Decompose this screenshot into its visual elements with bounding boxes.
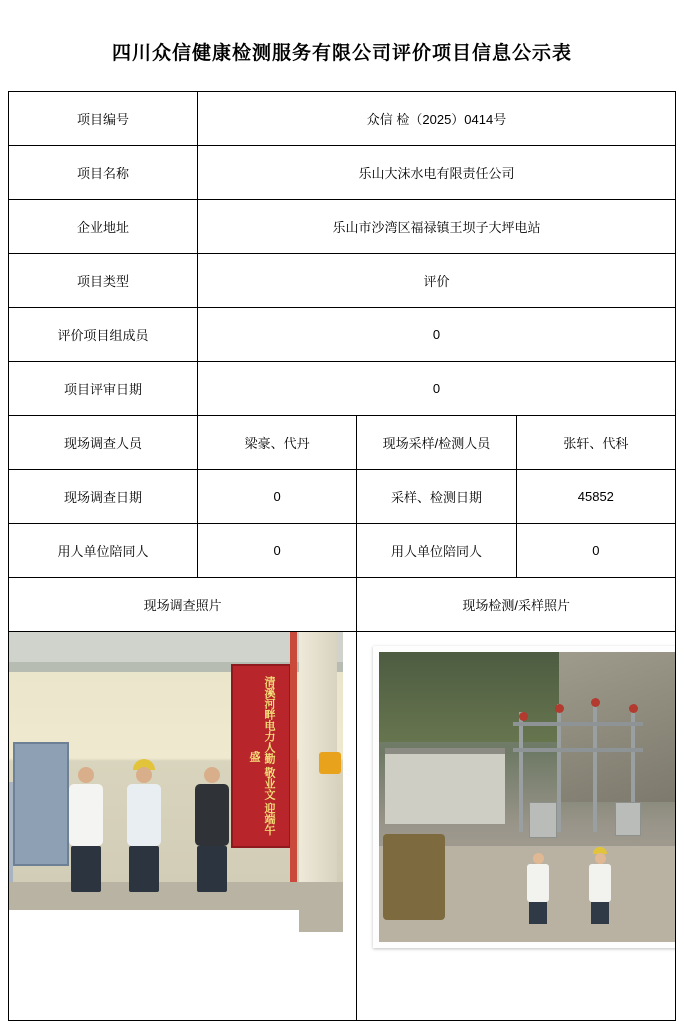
table-row <box>9 92 676 146</box>
photo-right-cell <box>357 632 676 1021</box>
rock-cliff <box>559 652 675 802</box>
equipment-cabinet <box>615 802 641 836</box>
worker-head <box>595 853 606 864</box>
storage-tank <box>383 834 445 920</box>
sampling-photo-frame <box>373 646 675 948</box>
person-legs <box>129 846 159 892</box>
project-no-label: 项目编号 <box>9 92 198 146</box>
person-body <box>195 784 229 846</box>
table-row <box>9 308 676 362</box>
table-row <box>9 470 676 524</box>
table-row-photo-headers <box>9 578 676 632</box>
table-row <box>9 524 676 578</box>
worker-with-helmet <box>589 847 611 924</box>
type-value: 评价 <box>198 254 676 308</box>
accompany-left-value: 0 <box>198 524 357 578</box>
accompany-left-label: 用人单位陪同人 <box>9 524 198 578</box>
survey-date-label: 现场调查日期 <box>9 470 198 524</box>
person-right <box>195 767 229 892</box>
review-date-value: 0 <box>198 362 676 416</box>
photo-left-header: 现场调查照片 <box>9 578 357 632</box>
project-info-table <box>8 91 676 1021</box>
equipment-cabinet <box>529 802 557 838</box>
table-row-photos <box>9 632 676 1021</box>
worker-head <box>533 853 544 864</box>
warning-sign-icon <box>319 752 341 774</box>
project-name-label: 项目名称 <box>9 146 198 200</box>
sampling-date-value: 45852 <box>516 470 675 524</box>
table-row <box>9 254 676 308</box>
worker-legs <box>529 902 547 924</box>
table-row <box>9 200 676 254</box>
address-label: 企业地址 <box>9 200 198 254</box>
sampling-staff-label: 现场采样/检测人员 <box>357 416 516 470</box>
red-banner <box>231 664 291 848</box>
sampling-photo-image <box>379 652 675 942</box>
type-label: 项目类型 <box>9 254 198 308</box>
person-body <box>127 784 161 846</box>
wall-panel <box>9 782 13 892</box>
cross-arm <box>513 722 643 726</box>
survey-photo-image <box>9 632 343 932</box>
person-legs <box>197 846 227 892</box>
person-legs <box>71 846 101 892</box>
address-value: 乐山市沙湾区福禄镇王坝子大坪电站 <box>198 200 676 254</box>
worker-legs <box>591 902 609 924</box>
survey-staff-value: 梁豪、代丹 <box>198 416 357 470</box>
survey-staff-label: 现场调查人员 <box>9 416 198 470</box>
pole <box>593 698 597 832</box>
photo-bottom-band <box>9 910 299 932</box>
person-head <box>78 767 94 783</box>
person-head <box>204 767 220 783</box>
cross-arm <box>513 748 643 752</box>
person-left <box>69 767 103 892</box>
page-title: 四川众信健康检测服务有限公司评价项目信息公示表 <box>111 43 572 64</box>
survey-date-value: 0 <box>198 470 357 524</box>
pole <box>519 712 523 832</box>
table-row <box>9 146 676 200</box>
survey-photo <box>9 632 356 1020</box>
door <box>13 742 69 866</box>
table-row <box>9 416 676 470</box>
members-value: 0 <box>198 308 676 362</box>
photo-right-header: 现场检测/采样照片 <box>357 578 676 632</box>
sampling-date-label: 采样、检测日期 <box>357 470 516 524</box>
sampling-staff-value: 张轩、代科 <box>516 416 675 470</box>
accompany-right-label: 用人单位陪同人 <box>357 524 516 578</box>
project-no-value: 众信 检（2025）0414号 <box>198 92 676 146</box>
review-date-label: 项目评审日期 <box>9 362 198 416</box>
accompany-right-value: 0 <box>516 524 675 578</box>
table-row <box>9 362 676 416</box>
photo-left-cell <box>9 632 357 1021</box>
person-body <box>69 784 103 846</box>
station-building <box>385 748 505 824</box>
worker-with-clipboard <box>527 853 549 924</box>
banner-text: 清溪河畔电力人勤 敬业文 迎端午盛 <box>248 676 275 836</box>
members-label: 评价项目组成员 <box>9 308 198 362</box>
project-name-value: 乐山大沫水电有限责任公司 <box>198 146 676 200</box>
person-head <box>136 767 152 783</box>
worker-body <box>589 864 611 902</box>
person-center <box>127 759 161 892</box>
sampling-photo <box>357 632 675 1020</box>
worker-body <box>527 864 549 902</box>
